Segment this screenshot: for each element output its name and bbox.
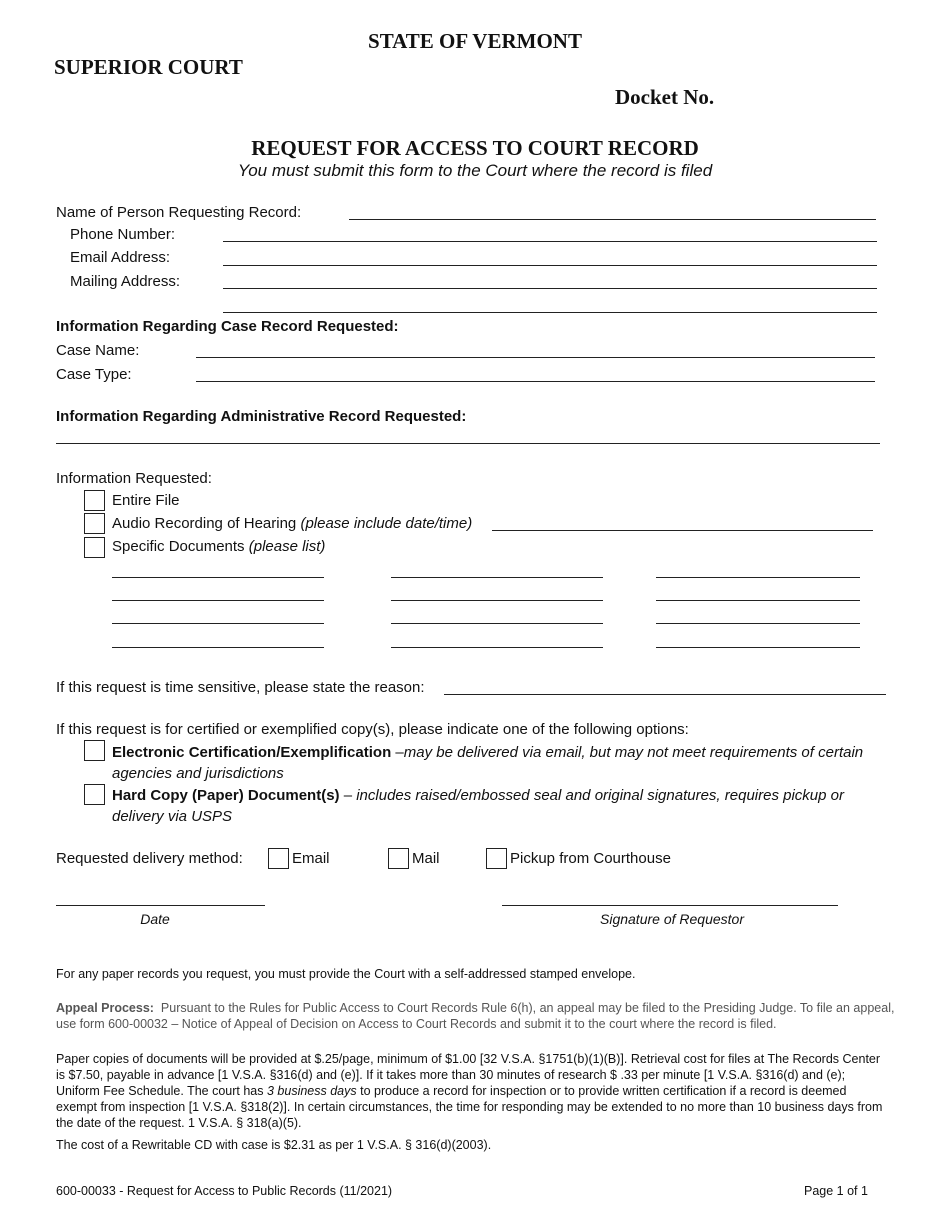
state-heading: STATE OF VERMONT bbox=[368, 29, 582, 53]
audio-recording-checkbox[interactable] bbox=[84, 513, 105, 534]
envelope-note: For any paper records you request, you must provide the Court with a self-addressed stamped envelope. bbox=[56, 967, 636, 981]
page-number: Page 1 of 1 bbox=[804, 1184, 868, 1198]
certified-intro: If this request is for certified or exemplified copy(s), please indicate one of the following options: bbox=[56, 721, 689, 738]
document-list-field[interactable] bbox=[391, 600, 603, 601]
delivery-pickup-label: Pickup from Courthouse bbox=[510, 850, 671, 867]
case-name-field[interactable] bbox=[196, 357, 875, 358]
phone-label: Phone Number: bbox=[70, 226, 176, 243]
document-list-field[interactable] bbox=[656, 623, 860, 624]
audio-recording-label: Audio Recording of Hearing (please include date/time) bbox=[112, 515, 473, 532]
specific-documents-checkbox[interactable] bbox=[84, 537, 105, 558]
document-list-field[interactable] bbox=[656, 577, 860, 578]
case-section-heading: Information Regarding Case Record Requested: bbox=[56, 318, 399, 335]
admin-section-heading: Information Regarding Administrative Record Requested: bbox=[56, 408, 467, 425]
docket-label: Docket No. bbox=[615, 85, 715, 109]
document-list-field[interactable] bbox=[656, 600, 860, 601]
hard-copy-label: Hard Copy (Paper) Document(s) – includes raised/embossed seal and original signatures, requires pickup or delivery via USPS bbox=[112, 787, 844, 825]
cd-cost-note: The cost of a Rewritable CD with case is $2.31 as per 1 V.S.A. § 316(d)(2003). bbox=[56, 1138, 492, 1152]
delivery-mail-label: Mail bbox=[412, 850, 440, 867]
form-id: 600-00033 - Request for Access to Public Records (11/2021) bbox=[56, 1184, 393, 1198]
document-list-field[interactable] bbox=[391, 623, 603, 624]
document-list-field[interactable] bbox=[112, 623, 324, 624]
delivery-email-label: Email bbox=[292, 850, 330, 867]
delivery-mail-checkbox[interactable] bbox=[388, 848, 409, 869]
requester-name-label: Name of Person Requesting Record: bbox=[56, 204, 302, 221]
specific-documents-label: Specific Documents (please list) bbox=[112, 538, 326, 555]
mailing-field-line-2[interactable] bbox=[223, 312, 877, 313]
email-label: Email Address: bbox=[70, 249, 171, 266]
delivery-pickup-checkbox[interactable] bbox=[486, 848, 507, 869]
electronic-certification-label: Electronic Certification/Exemplification –may be delivered via email, but may not meet requirements of certain agencies and jurisdictions bbox=[112, 744, 864, 782]
case-name-label: Case Name: bbox=[56, 342, 140, 359]
document-list-field[interactable] bbox=[112, 600, 324, 601]
audio-recording-field[interactable] bbox=[492, 530, 873, 531]
form-subtitle: You must submit this form to the Court where the record is filed bbox=[237, 161, 713, 180]
hard-copy-checkbox[interactable] bbox=[84, 784, 105, 805]
time-sensitive-label: If this request is time sensitive, please state the reason: bbox=[56, 679, 425, 696]
court-heading: SUPERIOR COURT bbox=[54, 55, 243, 79]
signature-label: Signature of Requestor bbox=[600, 911, 744, 927]
entire-file-checkbox[interactable] bbox=[84, 490, 105, 511]
date-label: Date bbox=[140, 911, 170, 927]
case-type-field[interactable] bbox=[196, 381, 875, 382]
mailing-label: Mailing Address: bbox=[70, 273, 181, 290]
document-list-field[interactable] bbox=[112, 647, 324, 648]
document-list-field[interactable] bbox=[391, 647, 603, 648]
phone-field[interactable] bbox=[223, 241, 877, 242]
info-requested-label: Information Requested: bbox=[56, 470, 212, 487]
date-field[interactable] bbox=[56, 905, 265, 906]
entire-file-label: Entire File bbox=[112, 492, 180, 509]
document-list-field[interactable] bbox=[112, 577, 324, 578]
fees-note: Paper copies of documents will be provided at $.25/page, minimum of $1.00 [32 V.S.A. §1751(b)(1)(B)]. Retrieval cost for files at The Records Center is $7.50, payable in advance [1 V.S.A. §316(d) and (e)]. If it takes more than 30 minutes of research $ .33 per minute [1 V.S.A. §316(d) and (e); Uniform Fee Schedule. The court has 3 business days to produce a record for inspection or to provide written certification if a record is deemed exempt from inspection [1 V.S.A. §318(2)]. In certain circumstances, the time for responding may be extended to no more than 10 business days from the date of the request. 1 V.S.A. § 318(a)(5). bbox=[56, 1052, 883, 1130]
time-sensitive-field[interactable] bbox=[444, 694, 886, 695]
signature-field[interactable] bbox=[502, 905, 838, 906]
form-title: REQUEST FOR ACCESS TO COURT RECORD bbox=[251, 136, 699, 160]
requester-name-field[interactable] bbox=[349, 219, 876, 220]
case-type-label: Case Type: bbox=[56, 366, 132, 383]
appeal-process-note: Appeal Process: Pursuant to the Rules for Public Access to Court Records Rule 6(h), an appeal may be filed to the Presiding Judge. To file an appeal, use form 600-00032 – Notice of Appeal of Decision on Access to Court Records and submit it to the court where the record is filed. bbox=[56, 1001, 895, 1031]
admin-record-field[interactable] bbox=[56, 443, 880, 444]
document-list-field[interactable] bbox=[391, 577, 603, 578]
delivery-method-label: Requested delivery method: bbox=[56, 850, 243, 867]
mailing-field-line-1[interactable] bbox=[223, 288, 877, 289]
delivery-email-checkbox[interactable] bbox=[268, 848, 289, 869]
document-list-field[interactable] bbox=[656, 647, 860, 648]
email-field[interactable] bbox=[223, 265, 877, 266]
electronic-certification-checkbox[interactable] bbox=[84, 740, 105, 761]
